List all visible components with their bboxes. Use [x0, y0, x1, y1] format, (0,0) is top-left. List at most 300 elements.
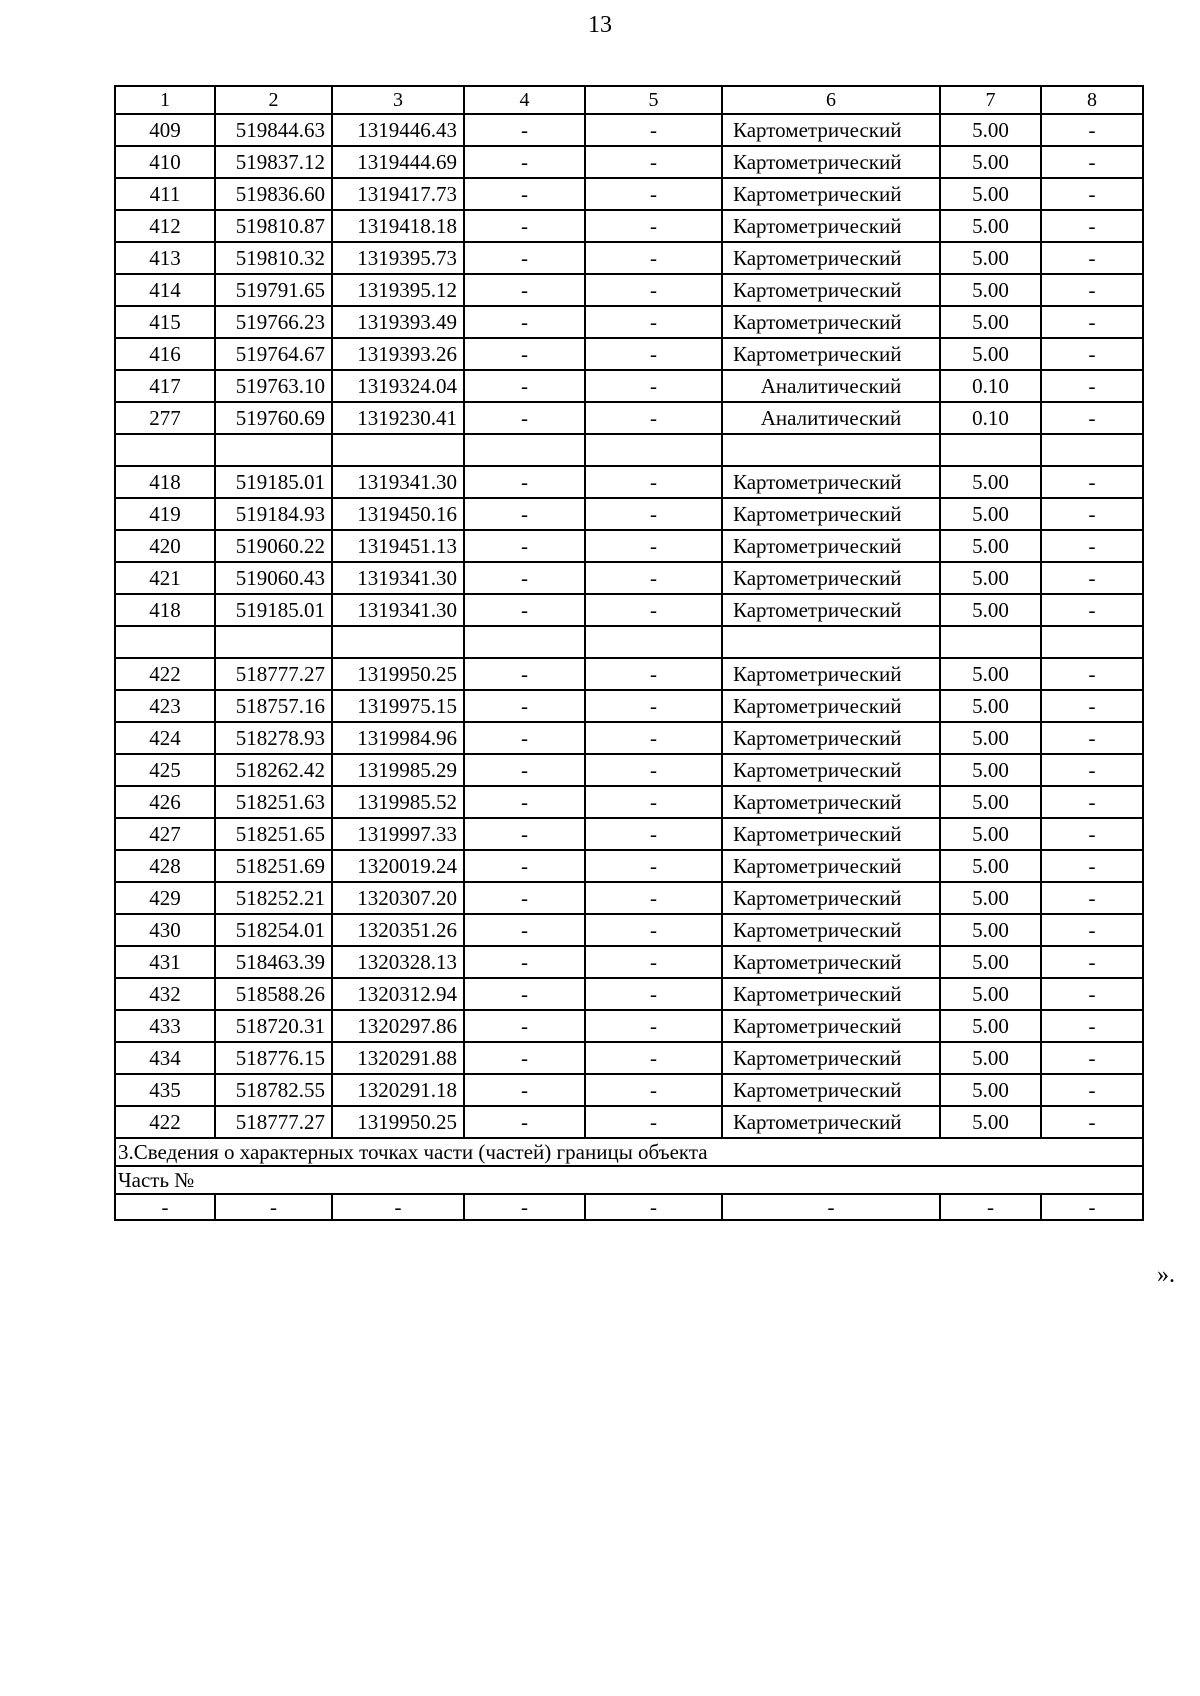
column-5-cell: - — [585, 498, 722, 530]
accuracy-cell: 5.00 — [940, 1010, 1041, 1042]
column-5-cell: - — [585, 370, 722, 402]
column-5-cell: - — [585, 1010, 722, 1042]
x-coordinate-cell: 518251.69 — [215, 850, 332, 882]
table-row — [115, 210, 1143, 242]
y-coordinate-cell: 1319985.52 — [332, 786, 464, 818]
y-coordinate-cell: 1319446.43 — [332, 114, 464, 146]
method-cell: Картометрический — [722, 178, 940, 210]
x-coordinate-cell: 519185.01 — [215, 594, 332, 626]
y-coordinate-cell: 1319984.96 — [332, 722, 464, 754]
coordinates-table — [114, 85, 1144, 1221]
table-row — [115, 242, 1143, 274]
x-coordinate-cell: 519766.23 — [215, 306, 332, 338]
column-4-cell: - — [464, 882, 585, 914]
y-coordinate-cell: 1319975.15 — [332, 690, 464, 722]
table-row — [115, 1042, 1143, 1074]
column-5-cell: - — [585, 146, 722, 178]
column-8-cell: - — [1041, 786, 1143, 818]
method-cell: Картометрический — [722, 850, 940, 882]
column-8-cell: - — [1041, 818, 1143, 850]
method-cell — [722, 434, 940, 466]
method-cell: Картометрический — [722, 754, 940, 786]
accuracy-cell: 0.10 — [940, 370, 1041, 402]
table-row — [115, 114, 1143, 146]
y-coordinate-cell: 1320297.86 — [332, 1010, 464, 1042]
method-cell — [722, 626, 940, 658]
method-cell: Картометрический — [722, 818, 940, 850]
column-5-cell: - — [585, 946, 722, 978]
method-cell: Картометрический — [722, 978, 940, 1010]
column-5-cell: - — [585, 242, 722, 274]
column-4-cell: - — [464, 978, 585, 1010]
column-8-cell: - — [1041, 882, 1143, 914]
method-cell: Картометрический — [722, 658, 940, 690]
method-cell: Картометрический — [722, 1074, 940, 1106]
x-coordinate-cell: 518254.01 — [215, 914, 332, 946]
column-number-row — [115, 86, 1143, 114]
accuracy-cell: 0.10 — [940, 402, 1041, 434]
y-coordinate-cell: 1319985.29 — [332, 754, 464, 786]
table-row — [115, 946, 1143, 978]
column-4-cell: - — [464, 530, 585, 562]
column-8-cell: - — [1041, 690, 1143, 722]
method-cell: Картометрический — [722, 530, 940, 562]
point-number-cell: 422 — [115, 1106, 215, 1138]
column-4-cell: - — [464, 786, 585, 818]
table-row — [115, 466, 1143, 498]
accuracy-cell: 5.00 — [940, 946, 1041, 978]
point-number-cell: 423 — [115, 690, 215, 722]
x-coordinate-cell: 518252.21 — [215, 882, 332, 914]
accuracy-cell: 5.00 — [940, 338, 1041, 370]
table-row — [115, 338, 1143, 370]
accuracy-cell — [940, 434, 1041, 466]
point-number-cell: 427 — [115, 818, 215, 850]
accuracy-cell: 5.00 — [940, 498, 1041, 530]
column-8-cell: - — [1041, 1074, 1143, 1106]
point-number-cell: 417 — [115, 370, 215, 402]
empty-part-row — [115, 1194, 1143, 1220]
accuracy-cell: 5.00 — [940, 562, 1041, 594]
method-cell: Картометрический — [722, 562, 940, 594]
column-5-cell: - — [585, 466, 722, 498]
y-coordinate-cell: 1319444.69 — [332, 146, 464, 178]
column-5-cell: - — [585, 562, 722, 594]
method-cell: Картометрический — [722, 722, 940, 754]
x-coordinate-cell: 519763.10 — [215, 370, 332, 402]
closing-quote-mark: ». — [1157, 1262, 1175, 1288]
method-cell: Аналитический — [722, 402, 940, 434]
column-5-cell: - — [585, 882, 722, 914]
table-row — [115, 882, 1143, 914]
column-4-cell: - — [464, 658, 585, 690]
method-cell: Аналитический — [722, 370, 940, 402]
column-5-cell: - — [585, 722, 722, 754]
table-row — [115, 754, 1143, 786]
column-8-cell: - — [1041, 850, 1143, 882]
column-4-cell: - — [464, 178, 585, 210]
x-coordinate-cell: 519810.32 — [215, 242, 332, 274]
y-coordinate-cell: 1319230.41 — [332, 402, 464, 434]
column-8-cell: - — [1041, 754, 1143, 786]
page-number: 13 — [588, 12, 612, 38]
column-5-cell: - — [585, 914, 722, 946]
column-5-cell — [585, 626, 722, 658]
column-4-cell: - — [464, 1042, 585, 1074]
method-cell: Картометрический — [722, 274, 940, 306]
y-coordinate-cell: 1320328.13 — [332, 946, 464, 978]
method-cell: Картометрический — [722, 306, 940, 338]
point-number-cell: 432 — [115, 978, 215, 1010]
table-cell: - — [585, 1194, 722, 1220]
y-coordinate-cell: 1320351.26 — [332, 914, 464, 946]
column-4-cell: - — [464, 690, 585, 722]
column-8-cell: - — [1041, 562, 1143, 594]
method-cell: Картометрический — [722, 914, 940, 946]
column-header: 3 — [332, 86, 464, 114]
column-8-cell — [1041, 434, 1143, 466]
point-number-cell: 430 — [115, 914, 215, 946]
point-number-cell: 418 — [115, 594, 215, 626]
method-cell: Картометрический — [722, 242, 940, 274]
x-coordinate-cell: 518720.31 — [215, 1010, 332, 1042]
part-label-row — [115, 1166, 1143, 1194]
column-header: 4 — [464, 86, 585, 114]
x-coordinate-cell: 518588.26 — [215, 978, 332, 1010]
column-5-cell: - — [585, 178, 722, 210]
accuracy-cell: 5.00 — [940, 914, 1041, 946]
y-coordinate-cell: 1319324.04 — [332, 370, 464, 402]
table-row — [115, 978, 1143, 1010]
column-header: 5 — [585, 86, 722, 114]
x-coordinate-cell: 519844.63 — [215, 114, 332, 146]
table-row — [115, 146, 1143, 178]
point-number-cell: 434 — [115, 1042, 215, 1074]
column-4-cell: - — [464, 1010, 585, 1042]
column-4-cell: - — [464, 722, 585, 754]
y-coordinate-cell: 1320307.20 — [332, 882, 464, 914]
table-row — [115, 722, 1143, 754]
x-coordinate-cell: 518757.16 — [215, 690, 332, 722]
x-coordinate-cell: 519791.65 — [215, 274, 332, 306]
y-coordinate-cell: 1319418.18 — [332, 210, 464, 242]
column-5-cell: - — [585, 594, 722, 626]
column-5-cell: - — [585, 786, 722, 818]
column-5-cell: - — [585, 978, 722, 1010]
column-4-cell: - — [464, 274, 585, 306]
y-coordinate-cell: 1319393.49 — [332, 306, 464, 338]
accuracy-cell: 5.00 — [940, 242, 1041, 274]
column-4-cell: - — [464, 914, 585, 946]
point-number-cell: 414 — [115, 274, 215, 306]
x-coordinate-cell: 519060.43 — [215, 562, 332, 594]
y-coordinate-cell: 1319341.30 — [332, 562, 464, 594]
point-number-cell: 429 — [115, 882, 215, 914]
x-coordinate-cell: 518782.55 — [215, 1074, 332, 1106]
column-8-cell: - — [1041, 1010, 1143, 1042]
y-coordinate-cell: 1319997.33 — [332, 818, 464, 850]
x-coordinate-cell: 518463.39 — [215, 946, 332, 978]
column-5-cell: - — [585, 690, 722, 722]
accuracy-cell: 5.00 — [940, 178, 1041, 210]
column-8-cell: - — [1041, 402, 1143, 434]
column-5-cell: - — [585, 114, 722, 146]
x-coordinate-cell: 518776.15 — [215, 1042, 332, 1074]
column-8-cell: - — [1041, 946, 1143, 978]
column-8-cell: - — [1041, 914, 1143, 946]
table-row — [115, 530, 1143, 562]
x-coordinate-cell: 519185.01 — [215, 466, 332, 498]
point-number-cell: 421 — [115, 562, 215, 594]
table-cell: - — [332, 1194, 464, 1220]
column-4-cell: - — [464, 370, 585, 402]
accuracy-cell: 5.00 — [940, 1042, 1041, 1074]
table-row — [115, 178, 1143, 210]
column-8-cell: - — [1041, 498, 1143, 530]
accuracy-cell — [940, 626, 1041, 658]
accuracy-cell: 5.00 — [940, 210, 1041, 242]
method-cell: Картометрический — [722, 498, 940, 530]
column-header: 1 — [115, 86, 215, 114]
y-coordinate-cell: 1319395.12 — [332, 274, 464, 306]
y-coordinate-cell: 1319341.30 — [332, 466, 464, 498]
point-number-cell: 426 — [115, 786, 215, 818]
section-title: 3.Сведения о характерных точках части (частей) границы объекта — [115, 1138, 1143, 1166]
column-8-cell: - — [1041, 658, 1143, 690]
y-coordinate-cell: 1319393.26 — [332, 338, 464, 370]
point-number-cell — [115, 626, 215, 658]
column-5-cell: - — [585, 306, 722, 338]
column-8-cell: - — [1041, 306, 1143, 338]
y-coordinate-cell: 1320291.88 — [332, 1042, 464, 1074]
y-coordinate-cell: 1319341.30 — [332, 594, 464, 626]
table-row — [115, 370, 1143, 402]
method-cell: Картометрический — [722, 786, 940, 818]
point-number-cell: 431 — [115, 946, 215, 978]
column-header: 6 — [722, 86, 940, 114]
table-row — [115, 562, 1143, 594]
accuracy-cell: 5.00 — [940, 754, 1041, 786]
column-8-cell: - — [1041, 530, 1143, 562]
x-coordinate-cell: 519060.22 — [215, 530, 332, 562]
point-number-cell: 411 — [115, 178, 215, 210]
column-8-cell: - — [1041, 1042, 1143, 1074]
column-4-cell: - — [464, 1106, 585, 1138]
table-cell: - — [1041, 1194, 1143, 1220]
column-5-cell: - — [585, 338, 722, 370]
point-number-cell: 416 — [115, 338, 215, 370]
column-4-cell — [464, 434, 585, 466]
accuracy-cell: 5.00 — [940, 146, 1041, 178]
column-4-cell: - — [464, 466, 585, 498]
method-cell: Картометрический — [722, 594, 940, 626]
y-coordinate-cell: 1319451.13 — [332, 530, 464, 562]
column-4-cell: - — [464, 850, 585, 882]
x-coordinate-cell: 519810.87 — [215, 210, 332, 242]
y-coordinate-cell: 1319450.16 — [332, 498, 464, 530]
method-cell: Картометрический — [722, 114, 940, 146]
separator-row — [115, 434, 1143, 466]
part-label: Часть № — [115, 1166, 1143, 1194]
column-4-cell: - — [464, 338, 585, 370]
method-cell: Картометрический — [722, 210, 940, 242]
point-number-cell: 418 — [115, 466, 215, 498]
column-5-cell: - — [585, 530, 722, 562]
column-4-cell: - — [464, 1074, 585, 1106]
point-number-cell: 413 — [115, 242, 215, 274]
x-coordinate-cell: 519760.69 — [215, 402, 332, 434]
column-5-cell: - — [585, 850, 722, 882]
column-8-cell: - — [1041, 242, 1143, 274]
table-row — [115, 1106, 1143, 1138]
accuracy-cell: 5.00 — [940, 1074, 1041, 1106]
method-cell: Картометрический — [722, 146, 940, 178]
column-5-cell: - — [585, 1106, 722, 1138]
table-cell: - — [940, 1194, 1041, 1220]
method-cell: Картометрический — [722, 1106, 940, 1138]
y-coordinate-cell: 1319950.25 — [332, 658, 464, 690]
table-row — [115, 786, 1143, 818]
table-row — [115, 1010, 1143, 1042]
y-coordinate-cell — [332, 626, 464, 658]
column-4-cell: - — [464, 946, 585, 978]
column-8-cell: - — [1041, 338, 1143, 370]
column-header: 7 — [940, 86, 1041, 114]
point-number-cell — [115, 434, 215, 466]
table-row — [115, 498, 1143, 530]
column-5-cell — [585, 434, 722, 466]
column-4-cell — [464, 626, 585, 658]
x-coordinate-cell: 518777.27 — [215, 1106, 332, 1138]
y-coordinate-cell: 1320019.24 — [332, 850, 464, 882]
section-body — [115, 1138, 1143, 1220]
accuracy-cell: 5.00 — [940, 274, 1041, 306]
column-8-cell: - — [1041, 978, 1143, 1010]
accuracy-cell: 5.00 — [940, 978, 1041, 1010]
point-number-cell: 435 — [115, 1074, 215, 1106]
y-coordinate-cell — [332, 434, 464, 466]
column-5-cell: - — [585, 818, 722, 850]
x-coordinate-cell: 518251.65 — [215, 818, 332, 850]
column-4-cell: - — [464, 210, 585, 242]
point-number-cell: 415 — [115, 306, 215, 338]
x-coordinate-cell: 519184.93 — [215, 498, 332, 530]
point-number-cell: 412 — [115, 210, 215, 242]
accuracy-cell: 5.00 — [940, 850, 1041, 882]
accuracy-cell: 5.00 — [940, 114, 1041, 146]
accuracy-cell: 5.00 — [940, 722, 1041, 754]
accuracy-cell: 5.00 — [940, 658, 1041, 690]
method-cell: Картометрический — [722, 1042, 940, 1074]
table-cell: - — [115, 1194, 215, 1220]
x-coordinate-cell — [215, 434, 332, 466]
table-row — [115, 1074, 1143, 1106]
accuracy-cell: 5.00 — [940, 530, 1041, 562]
column-8-cell: - — [1041, 114, 1143, 146]
accuracy-cell: 5.00 — [940, 466, 1041, 498]
method-cell: Картометрический — [722, 466, 940, 498]
column-8-cell: - — [1041, 466, 1143, 498]
table-row — [115, 306, 1143, 338]
point-number-cell: 424 — [115, 722, 215, 754]
column-8-cell: - — [1041, 274, 1143, 306]
x-coordinate-cell: 518777.27 — [215, 658, 332, 690]
table-body — [115, 86, 1143, 1138]
column-header: 2 — [215, 86, 332, 114]
method-cell: Картометрический — [722, 690, 940, 722]
column-5-cell: - — [585, 274, 722, 306]
point-number-cell: 409 — [115, 114, 215, 146]
point-number-cell: 420 — [115, 530, 215, 562]
column-8-cell: - — [1041, 210, 1143, 242]
point-number-cell: 277 — [115, 402, 215, 434]
column-5-cell: - — [585, 1042, 722, 1074]
point-number-cell: 410 — [115, 146, 215, 178]
table-row — [115, 402, 1143, 434]
column-8-cell: - — [1041, 1106, 1143, 1138]
accuracy-cell: 5.00 — [940, 882, 1041, 914]
method-cell: Картометрический — [722, 946, 940, 978]
point-number-cell: 425 — [115, 754, 215, 786]
column-5-cell: - — [585, 754, 722, 786]
column-4-cell: - — [464, 594, 585, 626]
column-5-cell: - — [585, 402, 722, 434]
table-cell: - — [722, 1194, 940, 1220]
column-4-cell: - — [464, 562, 585, 594]
x-coordinate-cell: 519764.67 — [215, 338, 332, 370]
x-coordinate-cell — [215, 626, 332, 658]
y-coordinate-cell: 1319950.25 — [332, 1106, 464, 1138]
accuracy-cell: 5.00 — [940, 786, 1041, 818]
column-5-cell: - — [585, 1074, 722, 1106]
x-coordinate-cell: 518251.63 — [215, 786, 332, 818]
point-number-cell: 419 — [115, 498, 215, 530]
column-4-cell: - — [464, 498, 585, 530]
column-4-cell: - — [464, 114, 585, 146]
y-coordinate-cell: 1320291.18 — [332, 1074, 464, 1106]
x-coordinate-cell: 518278.93 — [215, 722, 332, 754]
accuracy-cell: 5.00 — [940, 818, 1041, 850]
column-5-cell: - — [585, 658, 722, 690]
table-row — [115, 690, 1143, 722]
column-8-cell: - — [1041, 146, 1143, 178]
column-4-cell: - — [464, 402, 585, 434]
point-number-cell: 433 — [115, 1010, 215, 1042]
column-5-cell: - — [585, 210, 722, 242]
x-coordinate-cell: 518262.42 — [215, 754, 332, 786]
table-row — [115, 914, 1143, 946]
accuracy-cell: 5.00 — [940, 594, 1041, 626]
x-coordinate-cell: 519836.60 — [215, 178, 332, 210]
y-coordinate-cell: 1319417.73 — [332, 178, 464, 210]
column-8-cell: - — [1041, 370, 1143, 402]
column-4-cell: - — [464, 306, 585, 338]
point-number-cell: 428 — [115, 850, 215, 882]
column-4-cell: - — [464, 242, 585, 274]
method-cell: Картометрический — [722, 1010, 940, 1042]
table-row — [115, 818, 1143, 850]
table-cell: - — [215, 1194, 332, 1220]
table-row — [115, 274, 1143, 306]
section-title-row — [115, 1138, 1143, 1166]
accuracy-cell: 5.00 — [940, 306, 1041, 338]
column-4-cell: - — [464, 818, 585, 850]
column-8-cell — [1041, 626, 1143, 658]
table-row — [115, 850, 1143, 882]
point-number-cell: 422 — [115, 658, 215, 690]
column-header: 8 — [1041, 86, 1143, 114]
column-8-cell: - — [1041, 178, 1143, 210]
